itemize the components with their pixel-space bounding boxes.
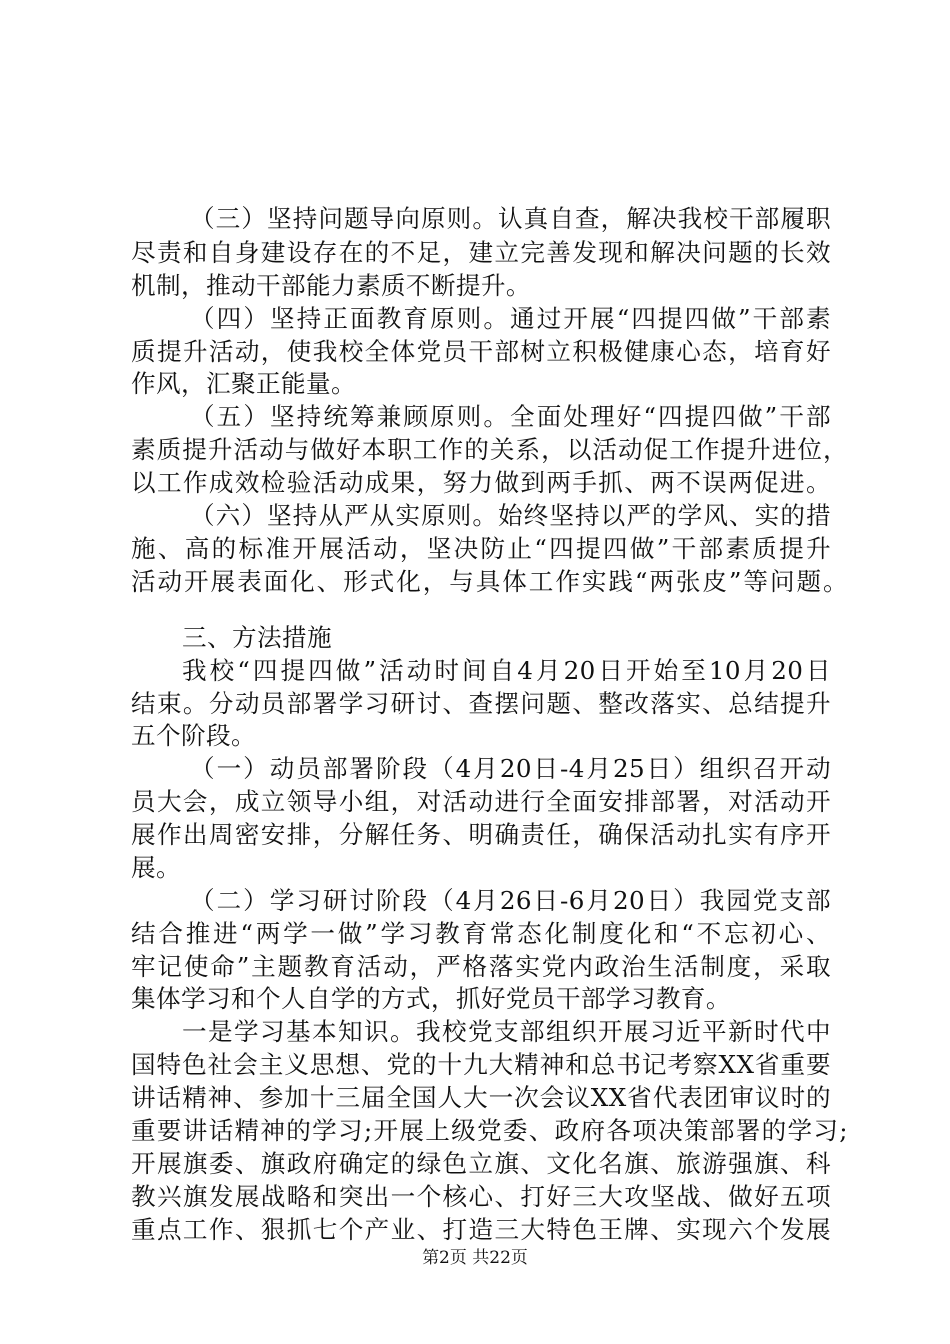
text-line: （六）坚持从严从实原则。始终坚持以严的学风、实的措 bbox=[190, 501, 831, 530]
section-heading: 三、方法措施 bbox=[182, 623, 332, 652]
text-line: （一）动员部署阶段（4月20日-4月25日）组织召开动 bbox=[190, 754, 831, 783]
text-line: 结合推进“两学一做”学习教育常态化制度化和“不忘初心、 bbox=[131, 919, 831, 948]
text-line: （五）坚持统筹兼顾原则。全面处理好“四提四做”干部 bbox=[190, 402, 831, 431]
page-number-footer: 第2页 共22页 bbox=[422, 1248, 528, 1268]
text-line: 尽责和自身建设存在的不足，建立完善发现和解决问题的长效 bbox=[131, 238, 831, 267]
text-line: （三）坚持问题导向原则。认真自查，解决我校干部履职 bbox=[190, 204, 831, 233]
text-line: 结束。分动员部署学习研讨、查摆问题、整改落实、总结提升 bbox=[131, 689, 831, 718]
text-line: 展。 bbox=[131, 853, 181, 882]
text-line: 教兴旗发展战略和突出一个核心、打好三大攻坚战、做好五项 bbox=[131, 1182, 831, 1211]
text-line: 素质提升活动与做好本职工作的关系，以活动促工作提升进位， bbox=[131, 435, 848, 464]
text-line: 牢记使命”主题教育活动，严格落实党内政治生活制度，采取 bbox=[131, 952, 831, 981]
text-line: 活动开展表面化、形式化，与具体工作实践“两张皮”等问题。 bbox=[131, 567, 848, 596]
text-line: 重要讲话精神的学习;开展上级党委、政府各项决策部署的学习; bbox=[131, 1116, 848, 1145]
text-line: 集体学习和个人自学的方式，抓好党员干部学习教育。 bbox=[131, 984, 731, 1013]
text-line: 开展旗委、旗政府确定的绿色立旗、文化名旗、旅游强旗、科 bbox=[131, 1149, 831, 1178]
text-line: 以工作成效检验活动成果，努力做到两手抓、两不误两促进。 bbox=[131, 468, 831, 497]
text-line: 施、高的标准开展活动，坚决防止“四提四做”干部素质提升 bbox=[131, 534, 831, 563]
text-line: 作风，汇聚正能量。 bbox=[131, 369, 356, 398]
text-line: 展作出周密安排，分解任务、明确责任，确保活动扎实有序开 bbox=[131, 820, 831, 849]
text-line: 重点工作、狠抓七个产业、打造三大特色王牌、实现六个发展 bbox=[131, 1215, 831, 1244]
text-line: 五个阶段。 bbox=[131, 721, 256, 750]
text-line: 员大会，成立领导小组，对活动进行全面安排部署，对活动开 bbox=[131, 787, 831, 816]
text-line: 讲话精神、参加十三届全国人大一次会议XX省代表团审议时的 bbox=[131, 1083, 831, 1112]
text-line: 我校“四提四做”活动时间自4月20日开始至10月20日 bbox=[182, 656, 831, 685]
text-line: 国特色社会主义思想、党的十九大精神和总书记考察XX省重要 bbox=[131, 1050, 831, 1079]
text-line: （二）学习研讨阶段（4月26日-6月20日）我园党支部 bbox=[190, 886, 831, 915]
text-line: （四）坚持正面教育原则。通过开展“四提四做”干部素 bbox=[190, 304, 831, 333]
text-line: 一是学习基本知识。我校党支部组织开展习近平新时代中 bbox=[182, 1017, 831, 1046]
text-line: 质提升活动，使我校全体党员干部树立积极健康心态，培育好 bbox=[131, 337, 831, 366]
text-line: 机制，推动干部能力素质不断提升。 bbox=[131, 271, 531, 300]
